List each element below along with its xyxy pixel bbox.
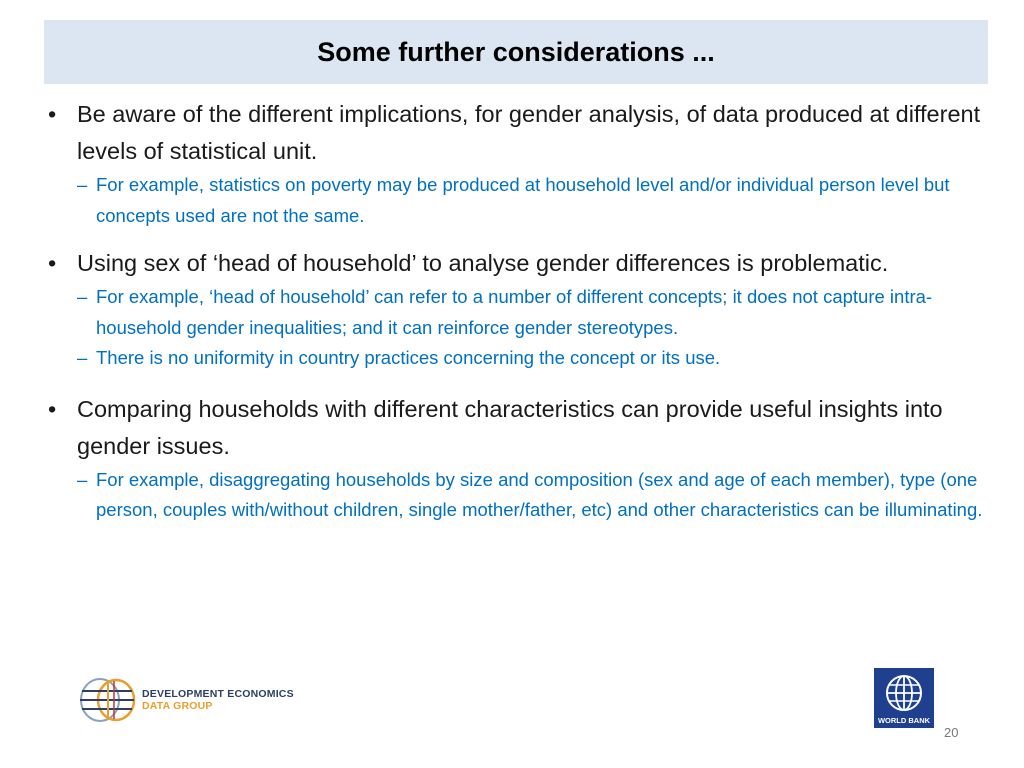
decdg-globe-icon <box>78 675 136 725</box>
world-bank-globe-icon <box>874 668 934 728</box>
world-bank-caption: WORLD BANK <box>877 716 931 725</box>
sub-bullet-item <box>77 343 988 374</box>
title-banner <box>44 20 988 84</box>
world-bank-logo <box>874 668 934 728</box>
sub-bullet-item <box>77 282 988 343</box>
page-number: 20 <box>944 725 959 740</box>
dash-icon: – <box>77 347 88 368</box>
bullet-item <box>44 245 988 374</box>
sub-bullet-item <box>77 465 988 526</box>
dash-icon: – <box>77 286 88 307</box>
bullet-item <box>44 391 988 526</box>
bullet-dot-icon: • <box>48 250 57 276</box>
sub-bullet-text: There is no uniformity in country practices concerning the concept or its use. <box>96 347 721 368</box>
bullet-text: Comparing households with different characteristics can provide useful insights into gender issues. <box>77 395 943 459</box>
sub-bullet-text: For example, statistics on poverty may be produced at household level and/or individual person level but concepts used are not the same. <box>96 174 950 226</box>
logo-line-2: DATA GROUP <box>142 700 213 712</box>
bullet-dot-icon: • <box>48 101 57 127</box>
slide-title: Some further considerations ... <box>317 36 715 67</box>
logo-line-1: DEVELOPMENT ECONOMICS <box>142 688 294 700</box>
slide-body <box>44 96 988 526</box>
bullet-item <box>44 96 988 231</box>
dash-icon: – <box>77 174 88 195</box>
dash-icon: – <box>77 468 88 490</box>
sub-bullet-text: For example, ‘head of household’ can refer to a number of different concepts; it does not capture intra-household gender inequalities; and it can reinforce gender stereotypes. <box>96 286 933 338</box>
bullet-text: Using sex of ‘head of household’ to analyse gender differences is problematic. <box>77 250 889 276</box>
sub-bullet-text: For example, disaggregating households by size and composition (sex and age of each member), type (one person, couples with/without children, single mother/father, etc) and other characteristics can be illuminating. <box>96 468 983 520</box>
bullet-dot-icon: • <box>48 395 57 422</box>
bullet-text: Be aware of the different implications, for gender analysis, of data produced at different levels of statistical unit. <box>77 101 981 164</box>
decdg-logo <box>78 675 294 725</box>
sub-bullet-item <box>77 170 988 231</box>
